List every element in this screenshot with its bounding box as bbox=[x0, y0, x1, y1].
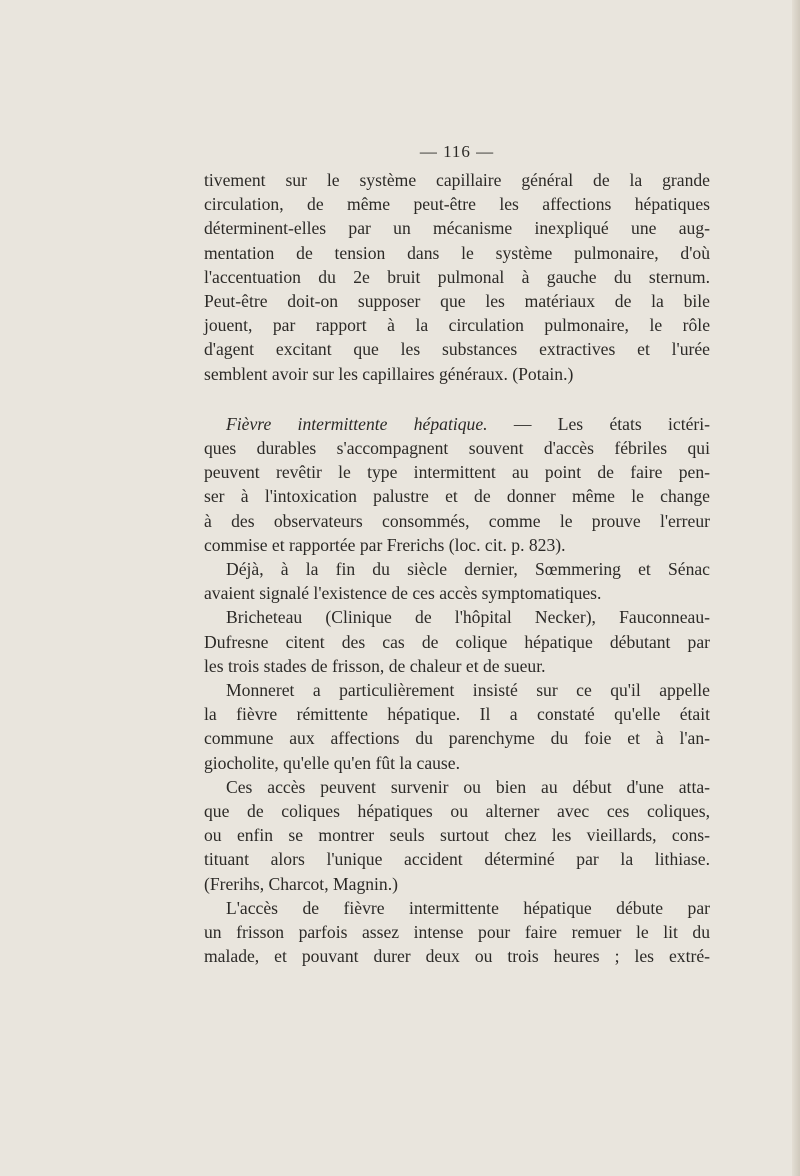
text-line: semblent avoir sur les capillaires généraux. (Potain.) bbox=[204, 363, 574, 384]
text-line: l'accentuation du 2e bruit pulmonal à gauche du sternum. bbox=[204, 266, 710, 287]
paragraph-5 bbox=[204, 678, 710, 775]
text-line: commise et rapportée par Frerichs (loc. cit. p. 823). bbox=[204, 534, 566, 555]
text-line: d'agent excitant que les substances extractives et l'urée bbox=[204, 339, 710, 360]
page-number: — 116 — bbox=[419, 142, 495, 161]
text-line: la fièvre rémittente hépatique. Il a constaté qu'elle était bbox=[204, 704, 710, 725]
paragraph-3 bbox=[204, 557, 710, 605]
paragraph-1 bbox=[204, 168, 710, 386]
text-line: Ces accès peuvent survenir ou bien au début d'une atta- bbox=[226, 776, 710, 797]
text-line: ques durables s'accompagnent souvent d'accès fébriles qui bbox=[204, 438, 710, 459]
heading-continuation: — Les états ictéri- bbox=[487, 413, 710, 434]
text-line: tituant alors l'unique accident déterminé par la lithiase. bbox=[204, 849, 710, 870]
text-line: jouent, par rapport à la circulation pulmonaire, le rôle bbox=[204, 315, 710, 336]
text-line: les trois stades de frisson, de chaleur et de sueur. bbox=[204, 655, 546, 676]
text-line: ser à l'intoxication palustre et de donner même le change bbox=[204, 486, 710, 507]
text-line: (Frerihs, Charcot, Magnin.) bbox=[204, 873, 398, 894]
text-line: Peut-être doit-on supposer que les matériaux de la bile bbox=[204, 291, 710, 312]
text-line: L'accès de fièvre intermittente hépatique débute par bbox=[226, 897, 710, 918]
paragraph-4 bbox=[204, 605, 710, 678]
text-line: déterminent-elles par un mécanisme inexpliqué une aug- bbox=[204, 218, 710, 239]
text-line: giocholite, qu'elle qu'en fût la cause. bbox=[204, 752, 460, 773]
text-line: commune aux affections du parenchyme du foie et à l'an- bbox=[204, 728, 710, 749]
text-line: que de coliques hépatiques ou alterner avec ces coliques, bbox=[204, 801, 710, 822]
paragraph-6 bbox=[204, 775, 710, 896]
paragraph-7 bbox=[204, 896, 710, 969]
page-edge bbox=[792, 0, 800, 1176]
section-heading: Fièvre intermittente hépatique. bbox=[226, 413, 488, 434]
text-line: un frisson parfois assez intense pour faire remuer le lit du bbox=[204, 922, 710, 943]
text-line: malade, et pouvant durer deux ou trois heures ; les extré- bbox=[204, 946, 710, 967]
paragraph-2 bbox=[204, 412, 710, 557]
text-line: ou enfin se montrer seuls surtout chez les vieillards, cons- bbox=[204, 825, 710, 846]
text-line: Déjà, à la fin du siècle dernier, Sœmmering et Sénac bbox=[226, 559, 710, 580]
text-line: Bricheteau (Clinique de l'hôpital Necker), Fauconneau- bbox=[226, 607, 710, 628]
text-line: circulation, de même peut-être les affections hépatiques bbox=[204, 194, 710, 215]
text-line: tivement sur le système capillaire général de la grande bbox=[204, 170, 710, 190]
text-line bbox=[204, 412, 710, 436]
body-text bbox=[204, 168, 710, 969]
text-line: Monneret a particulièrement insisté sur ce qu'il appelle bbox=[226, 680, 710, 701]
text-line: peuvent revêtir le type intermittent au point de faire pen- bbox=[204, 462, 710, 483]
text-line: à des observateurs consommés, comme le prouve l'erreur bbox=[204, 510, 710, 531]
text-line: Dufresne citent des cas de colique hépatique débutant par bbox=[204, 631, 710, 652]
text-line: mentation de tension dans le système pulmonaire, d'où bbox=[204, 242, 710, 263]
text-line: avaient signalé l'existence de ces accès symptomatiques. bbox=[204, 583, 602, 604]
